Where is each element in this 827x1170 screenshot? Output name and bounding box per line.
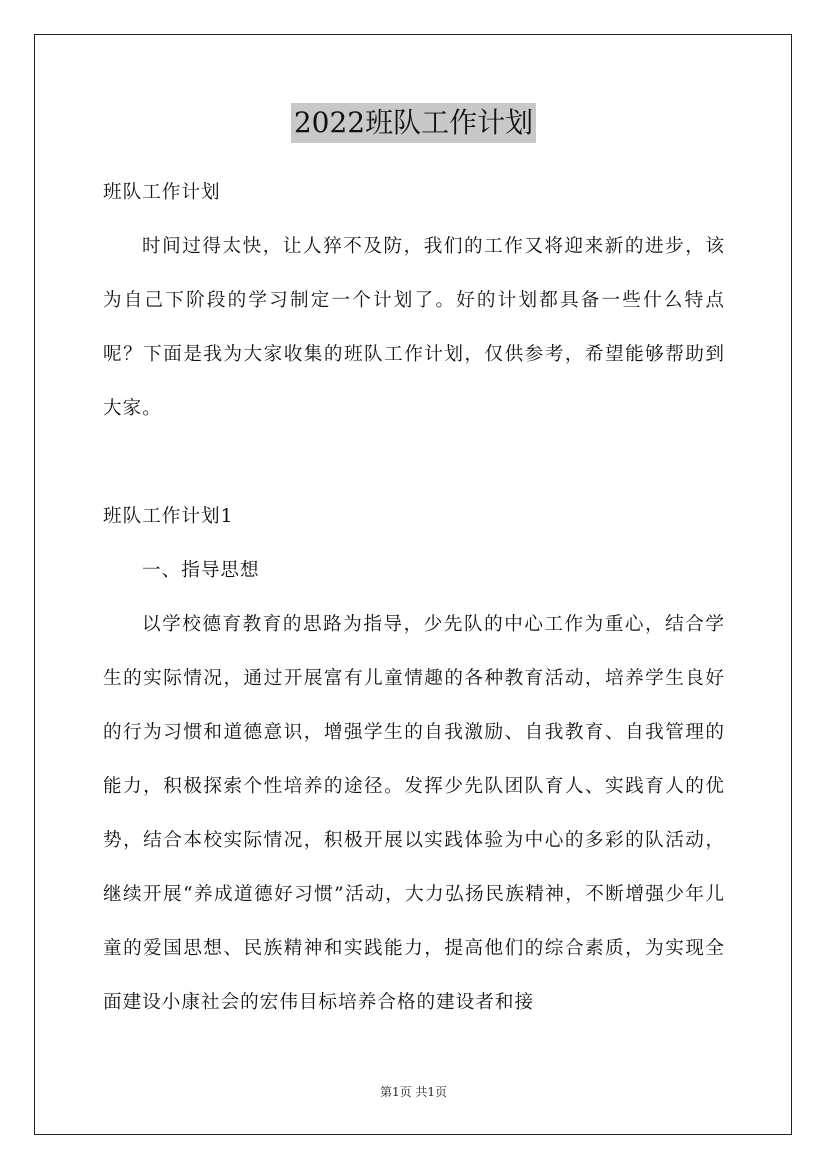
body-paragraph: 以学校德育教育的思路为指导，少先队的中心工作为重心，结合学生的实际情况，通过开展富有儿童情趣的各种教育活动，培养学生良好的行为习惯和道德意识，增强学生的自我激励、自我教育、自我管理的能力，积极探索个性培养的途径。发挥少先队团队育人、实践育人的优势，结合本校实际情况，积极开展以实践体验为中心的多彩的队活动，继续开展“养成道德好习惯”活动，大力弘扬民族精神，不断增强少年儿童的爱国思想、民族精神和实践能力，提高他们的综合素质，为实现全面建设小康社会的宏伟目标培养合格的建设者和接: [103, 614, 725, 1013]
document-title-text: 2022班队工作计划: [291, 103, 536, 143]
section-heading: 一、指导思想: [142, 560, 260, 581]
document-title: [0, 102, 827, 143]
section-title: 班队工作计划1: [103, 506, 234, 527]
paragraph-spacer: [103, 436, 725, 490]
document-body: [103, 166, 725, 1030]
document-subtitle: 班队工作计划: [103, 182, 221, 203]
intro-paragraph: 时间过得太快，让人猝不及防，我们的工作又将迎来新的进步，该为自己下阶段的学习制定一个计划了。好的计划都具备一些什么特点呢？下面是我为大家收集的班队工作计划，仅供参考，希望能够帮助到大家。: [103, 236, 725, 419]
page-footer: 第1页 共1页: [379, 1085, 448, 1099]
